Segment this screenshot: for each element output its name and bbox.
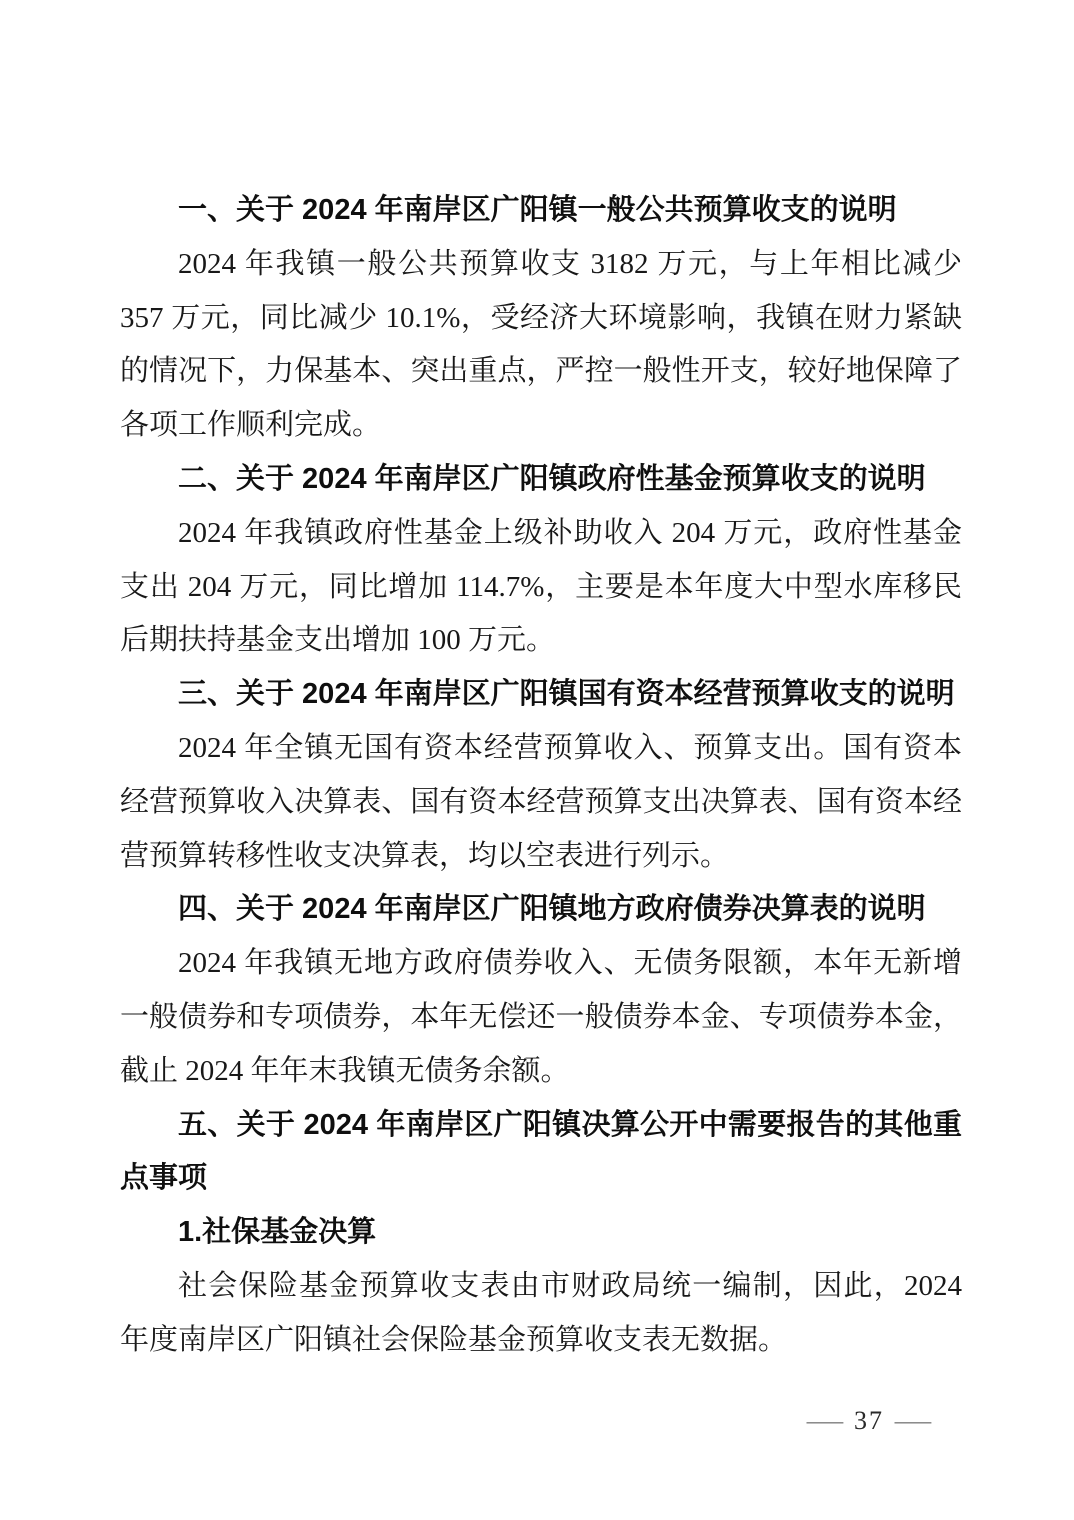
section-state-capital-budget — [120, 668, 962, 883]
section-4-paragraph: 2024 年我镇无地方政府债券收入、无债务限额，本年无新增一般债券和专项债券，本年无偿还一般债券本金、专项债券本金，截止 2024 年年末我镇无债务余额。 — [120, 947, 962, 1087]
section-other-key-matters — [120, 1099, 962, 1368]
section-5-subheading-social-security: 1.社保基金决算 — [178, 1216, 377, 1249]
section-local-government-bonds — [120, 883, 962, 1098]
section-1-heading: 一、关于 2024 年南岸区广阳镇一般公共预算收支的说明 — [178, 194, 897, 226]
page-number: 37 — [854, 1406, 884, 1435]
section-5-heading: 五、关于 2024 年南岸区广阳镇决算公开中需要报告的其他重点事项 — [120, 1108, 962, 1195]
page-footer — [806, 1406, 932, 1436]
footer-dash-right: — — [894, 1406, 932, 1435]
section-2-heading: 二、关于 2024 年南岸区广阳镇政府性基金预算收支的说明 — [178, 462, 926, 495]
section-2-paragraph: 2024 年我镇政府性基金上级补助收入 204 万元，政府性基金支出 204 万元，同比增加 114.7%，主要是本年度大中型水库移民后期扶持基金支出增加 100 万元。 — [120, 516, 962, 657]
section-5-paragraph: 社会保险基金预算收支表由市财政局统一编制，因此，2024 年度南岸区广阳镇社会保险基金预算收支表无数据。 — [120, 1269, 962, 1356]
section-government-fund-budget — [120, 453, 962, 668]
section-general-public-budget — [120, 184, 962, 453]
footer-dash-left: — — [806, 1406, 844, 1435]
section-1-paragraph: 2024 年我镇一般公共预算收支 3182 万元，与上年相比减少 357 万元，同比减少 10.1%，受经济大环境影响，我镇在财力紧缺的情况下，力保基本、突出重点，严控一般性开支，较好地保障了各项工作顺利完成。 — [120, 247, 962, 442]
section-3-heading: 三、关于 2024 年南岸区广阳镇国有资本经营预算收支的说明 — [178, 678, 955, 711]
document-body — [120, 184, 962, 1368]
section-4-heading: 四、关于 2024 年南岸区广阳镇地方政府债券决算表的说明 — [178, 893, 926, 926]
section-3-paragraph: 2024 年全镇无国有资本经营预算收入、预算支出。国有资本经营预算收入决算表、国有资本经营预算支出决算表、国有资本经营预算转移性收支决算表，均以空表进行列示。 — [120, 731, 962, 872]
